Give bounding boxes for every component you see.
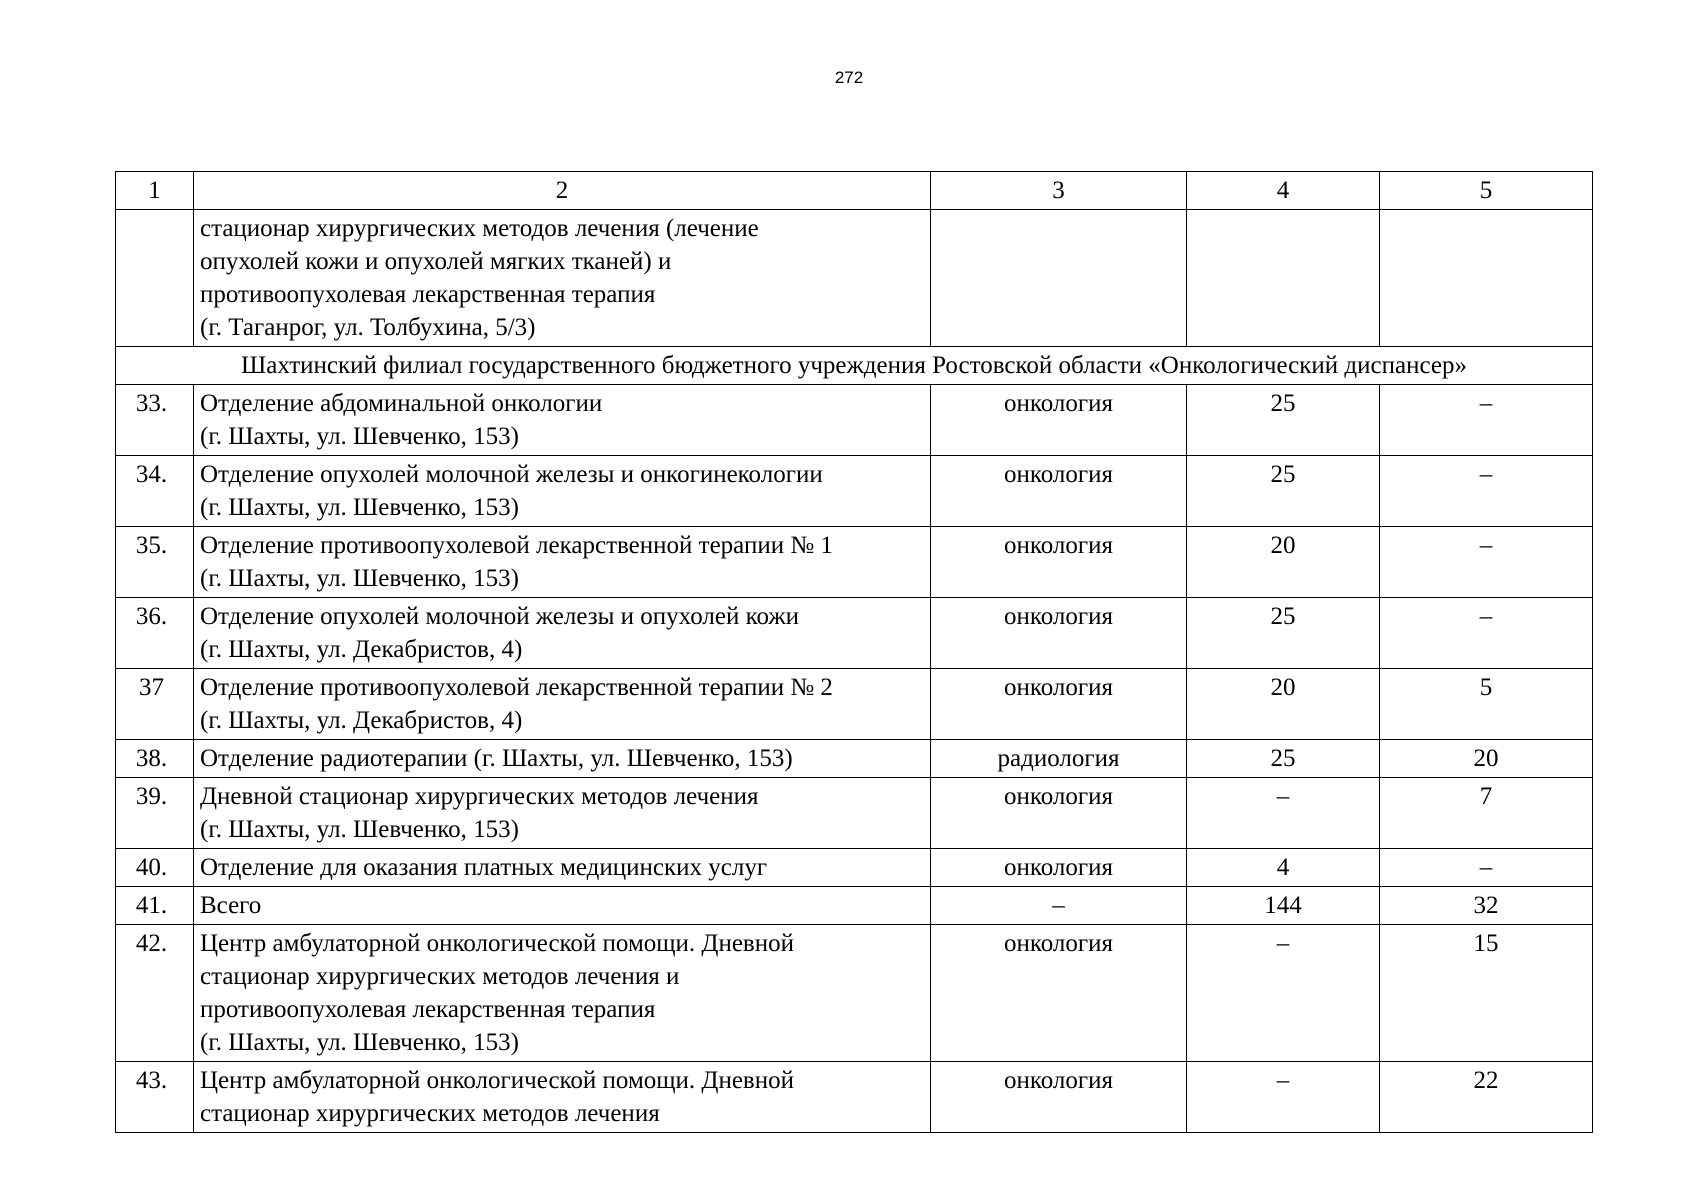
beds-cell: 25 <box>1187 740 1380 778</box>
day-beds-cell: 5 <box>1380 669 1593 740</box>
header-cell: 1 <box>116 172 194 210</box>
profile-cell: онкология <box>931 849 1187 887</box>
page-number: 272 <box>834 68 864 87</box>
table-row <box>116 456 1593 527</box>
row-number: 36. <box>116 598 194 669</box>
day-beds-cell <box>1380 210 1593 347</box>
profile-cell: онкология <box>931 925 1187 1062</box>
day-beds-cell: – <box>1380 598 1593 669</box>
data-rows <box>116 385 1593 1133</box>
beds-cell: 25 <box>1187 385 1380 456</box>
row-number: 33. <box>116 385 194 456</box>
profile-cell: радиология <box>931 740 1187 778</box>
day-beds-cell: 15 <box>1380 925 1593 1062</box>
department-name: Центр амбулаторной онкологической помощи. Дневной стационар хирургических методов лечения <box>194 1062 931 1133</box>
beds-cell: 25 <box>1187 598 1380 669</box>
table-row <box>116 887 1593 925</box>
profile-cell: – <box>931 887 1187 925</box>
header-cell: 5 <box>1380 172 1593 210</box>
row-number: 34. <box>116 456 194 527</box>
department-name: Отделение противоопухолевой лекарственной терапии № 1 (г. Шахты, ул. Шевченко, 153) <box>194 527 931 598</box>
profile-cell: онкология <box>931 598 1187 669</box>
table-header-row <box>116 172 1593 210</box>
section-row <box>116 347 1593 385</box>
row-number: 42. <box>116 925 194 1062</box>
day-beds-cell: 22 <box>1380 1062 1593 1133</box>
beds-cell: 20 <box>1187 527 1380 598</box>
beds-cell: – <box>1187 1062 1380 1133</box>
table-row <box>116 849 1593 887</box>
beds-cell <box>1187 210 1380 347</box>
row-number <box>116 210 194 347</box>
beds-cell: – <box>1187 925 1380 1062</box>
table-row <box>116 740 1593 778</box>
header-cell: 4 <box>1187 172 1380 210</box>
profile-cell: онкология <box>931 527 1187 598</box>
department-name: стационар хирургических методов лечения (лечение опухолей кожи и опухолей мягких тканей) и противоопухолевая лекарственная терапия (г. Таганрог, ул. Толбухина, 5/3) <box>194 210 931 347</box>
department-name: Центр амбулаторной онкологической помощи. Дневной стационар хирургических методов лечения и противоопухолевая лекарственная терапия (г. Шахты, ул. Шевченко, 153) <box>194 925 931 1062</box>
table-row <box>116 669 1593 740</box>
department-name: Отделение противоопухолевой лекарственной терапии № 2 (г. Шахты, ул. Декабристов, 4) <box>194 669 931 740</box>
department-name: Отделение радиотерапии (г. Шахты, ул. Шевченко, 153) <box>194 740 931 778</box>
header-cell: 3 <box>931 172 1187 210</box>
profile-cell <box>931 210 1187 347</box>
department-name: Отделение для оказания платных медицинских услуг <box>194 849 931 887</box>
table-row <box>116 1062 1593 1133</box>
day-beds-cell: 20 <box>1380 740 1593 778</box>
beds-cell: 25 <box>1187 456 1380 527</box>
beds-cell: 4 <box>1187 849 1380 887</box>
day-beds-cell: 32 <box>1380 887 1593 925</box>
day-beds-cell: – <box>1380 456 1593 527</box>
row-number: 43. <box>116 1062 194 1133</box>
table-row <box>116 598 1593 669</box>
row-number: 39. <box>116 778 194 849</box>
department-name: Отделение опухолей молочной железы и онкогинекологии (г. Шахты, ул. Шевченко, 153) <box>194 456 931 527</box>
profile-cell: онкология <box>931 1062 1187 1133</box>
department-name: Отделение абдоминальной онкологии (г. Шахты, ул. Шевченко, 153) <box>194 385 931 456</box>
profile-cell: онкология <box>931 778 1187 849</box>
day-beds-cell: 7 <box>1380 778 1593 849</box>
day-beds-cell: – <box>1380 385 1593 456</box>
profile-cell: онкология <box>931 669 1187 740</box>
table-row <box>116 385 1593 456</box>
continuation-row <box>116 210 1593 347</box>
bed-capacity-table <box>115 171 1593 1133</box>
table-row <box>116 925 1593 1062</box>
beds-cell: – <box>1187 778 1380 849</box>
row-number: 38. <box>116 740 194 778</box>
beds-cell: 20 <box>1187 669 1380 740</box>
department-name: Дневной стационар хирургических методов лечения (г. Шахты, ул. Шевченко, 153) <box>194 778 931 849</box>
department-name: Всего <box>194 887 931 925</box>
profile-cell: онкология <box>931 385 1187 456</box>
row-number: 37 <box>116 669 194 740</box>
header-cell: 2 <box>194 172 931 210</box>
day-beds-cell: – <box>1380 849 1593 887</box>
department-name: Отделение опухолей молочной железы и опухолей кожи (г. Шахты, ул. Декабристов, 4) <box>194 598 931 669</box>
section-title: Шахтинский филиал государственного бюджетного учреждения Ростовской области «Онкологический диспансер» <box>116 347 1593 385</box>
row-number: 41. <box>116 887 194 925</box>
profile-cell: онкология <box>931 456 1187 527</box>
day-beds-cell: – <box>1380 527 1593 598</box>
table-row <box>116 527 1593 598</box>
beds-cell: 144 <box>1187 887 1380 925</box>
row-number: 35. <box>116 527 194 598</box>
row-number: 40. <box>116 849 194 887</box>
table-row <box>116 778 1593 849</box>
